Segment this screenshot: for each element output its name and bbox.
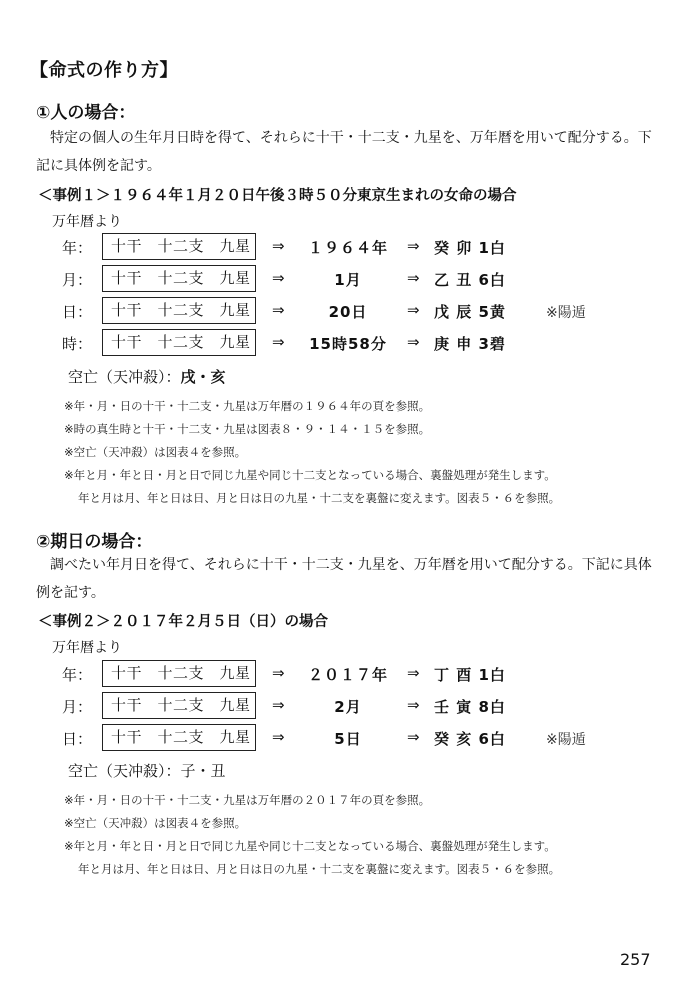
kubo-value: 戌・亥 xyxy=(180,368,226,386)
row-value: 2月 xyxy=(334,698,362,716)
arrow-icon: ⇒ xyxy=(272,237,285,255)
row-value: ２０１７年 xyxy=(307,666,388,684)
section2-example-title: ＜事例２＞２０１７年２月５日（日）の場合 xyxy=(38,614,328,630)
kubo-label: 空亡（天冲殺）： xyxy=(68,762,181,780)
section2-note: ※年と月・年と日・月と日で同じ九星や同じ十二支となっている場合、裏盤処理が発生します。 xyxy=(64,839,556,853)
row-value: １９６４年 xyxy=(307,239,388,257)
row-label: 時： xyxy=(62,335,93,353)
section1-note: ※年・月・日の十干・十二支・九星は万年暦の１９６４年の頁を参照。 xyxy=(64,399,431,413)
section1-kubo xyxy=(68,366,226,387)
section1-example-title: ＜事例１＞１９６４年１月２０日午後３時５０分東京生まれの女命の場合 xyxy=(38,188,517,204)
section2-source: 万年暦より xyxy=(52,640,122,656)
kubo-value: 子・丑 xyxy=(180,762,226,780)
arrow-icon: ⇒ xyxy=(272,696,285,714)
section1-source: 万年暦より xyxy=(52,214,122,230)
row-box: 十干 十二支 九星 xyxy=(102,660,256,687)
section2-note: ※空亡（天冲殺）は図表４を参照。 xyxy=(64,816,247,830)
row-result: 戊 辰 5黄 xyxy=(434,303,506,321)
row-value: 15時58分 xyxy=(309,335,387,353)
section1-heading: ①人の場合： xyxy=(36,103,136,123)
row-label: 月： xyxy=(62,698,93,716)
row-label: 年： xyxy=(62,239,93,257)
row-value: 20日 xyxy=(328,303,368,321)
row-result: 癸 亥 6白 xyxy=(434,730,506,748)
row-value: 1月 xyxy=(334,271,362,289)
arrow-icon: ⇒ xyxy=(272,301,285,319)
row-note: ※陽遁 xyxy=(546,305,586,321)
kubo-label: 空亡（天冲殺）： xyxy=(68,368,181,386)
arrow-icon: ⇒ xyxy=(272,664,285,682)
arrow-icon: ⇒ xyxy=(272,333,285,351)
row-result: 壬 寅 8白 xyxy=(434,698,506,716)
row-result: 庚 申 3碧 xyxy=(434,335,506,353)
row-label: 日： xyxy=(62,303,93,321)
arrow-icon: ⇒ xyxy=(407,237,420,255)
section1-note: ※年と月・年と日・月と日で同じ九星や同じ十二支となっている場合、裏盤処理が発生します。 xyxy=(64,468,556,482)
arrow-icon: ⇒ xyxy=(407,333,420,351)
section1-note: 年と月は月、年と日は日、月と日は日の九星・十二支を裏盤に変えます。図表５・６を参照。 xyxy=(78,491,561,505)
row-box: 十干 十二支 九星 xyxy=(102,233,256,260)
arrow-icon: ⇒ xyxy=(407,269,420,287)
section2-kubo xyxy=(68,760,226,781)
row-label: 年： xyxy=(62,666,93,684)
row-box: 十干 十二支 九星 xyxy=(102,329,256,356)
row-label: 日： xyxy=(62,730,93,748)
arrow-icon: ⇒ xyxy=(272,728,285,746)
section2-note: ※年・月・日の十干・十二支・九星は万年暦の２０１７年の頁を参照。 xyxy=(64,793,431,807)
row-note: ※陽遁 xyxy=(546,732,586,748)
row-box: 十干 十二支 九星 xyxy=(102,297,256,324)
arrow-icon: ⇒ xyxy=(407,696,420,714)
arrow-icon: ⇒ xyxy=(272,269,285,287)
section2-heading: ②期日の場合： xyxy=(36,532,153,552)
row-result: 乙 丑 6白 xyxy=(434,271,506,289)
section1-paragraph: 特定の個人の生年月日時を得て、それらに十干・十二支・九星を、万年暦を用いて配分する。下記に具体例を記す。 xyxy=(36,130,652,174)
row-result: 癸 卯 1白 xyxy=(434,239,506,257)
page-title: 【命式の作り方】 xyxy=(30,60,178,81)
arrow-icon: ⇒ xyxy=(407,728,420,746)
row-box: 十干 十二支 九星 xyxy=(102,724,256,751)
row-value: 5日 xyxy=(334,730,362,748)
row-label: 月： xyxy=(62,271,93,289)
section2-paragraph: 調べたい年月日を得て、それらに十干・十二支・九星を、万年暦を用いて配分する。下記に具体例を記す。 xyxy=(36,557,652,601)
arrow-icon: ⇒ xyxy=(407,301,420,319)
row-box: 十干 十二支 九星 xyxy=(102,265,256,292)
arrow-icon: ⇒ xyxy=(407,664,420,682)
page-number: 257 xyxy=(620,950,651,969)
row-result: 丁 酉 1白 xyxy=(434,666,506,684)
section1-note: ※空亡（天冲殺）は図表４を参照。 xyxy=(64,445,247,459)
row-box: 十干 十二支 九星 xyxy=(102,692,256,719)
section2-note: 年と月は月、年と日は日、月と日は日の九星・十二支を裏盤に変えます。図表５・６を参照。 xyxy=(78,862,561,876)
section1-note: ※時の真生時と十干・十二支・九星は図表８・９・１４・１５を参照。 xyxy=(64,422,431,436)
